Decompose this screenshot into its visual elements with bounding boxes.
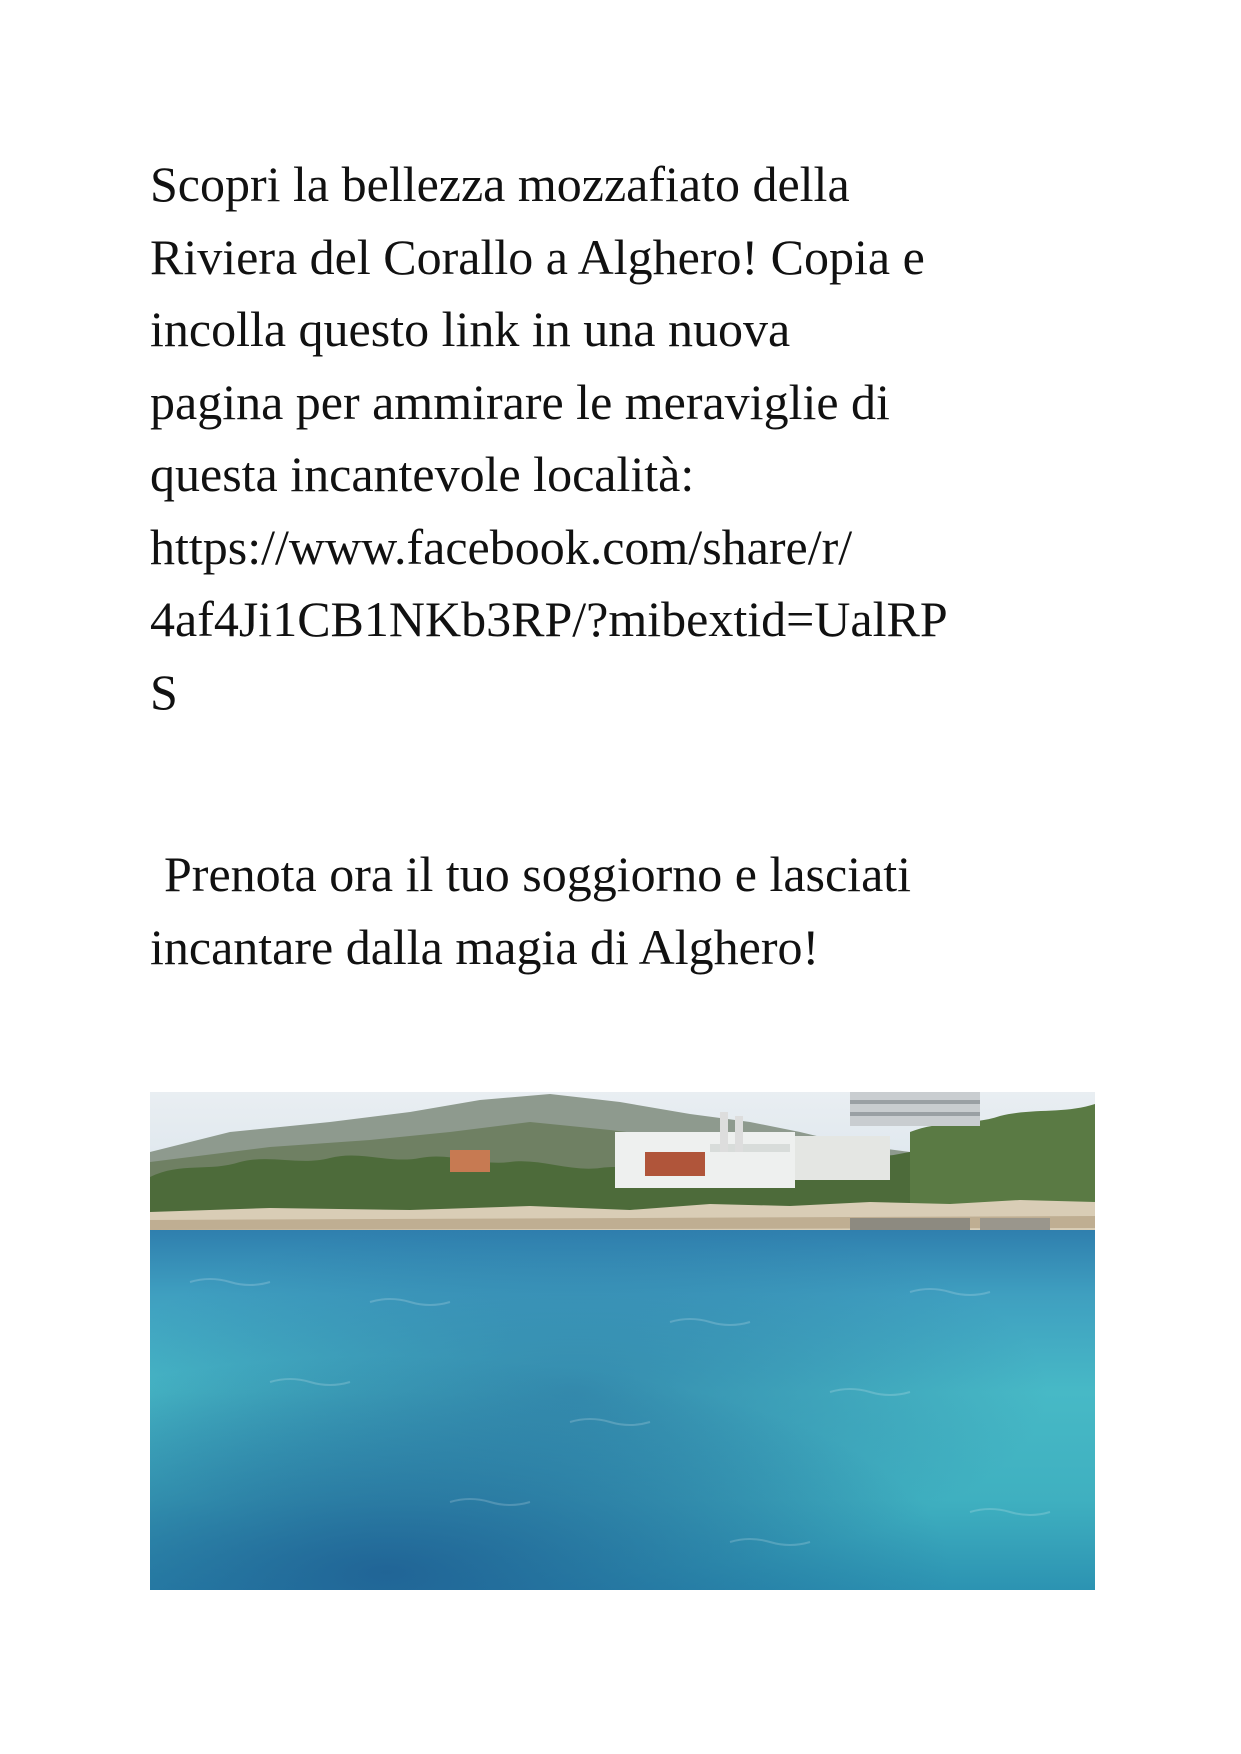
beach-building [795,1136,890,1180]
intro-line: Scopri la bellezza mozzafiato della [150,156,850,212]
facebook-link-line: 4af4Ji1CB1NKb3RP/?mibextid=UalRP [150,591,948,647]
intro-line: pagina per ammirare le meraviglie di [150,373,890,430]
booking-paragraph [150,838,1100,983]
building [850,1092,980,1126]
intro-paragraph [150,148,1100,728]
facebook-link-line: S [150,663,178,720]
booking-line: incantare dalla magia di Alghero! [150,918,820,975]
alghero-beach-photo [150,1092,1095,1590]
booking-line: Prenota ora il tuo soggiorno e lasciati [164,846,912,902]
beach-illustration [150,1092,1095,1590]
intro-line: questa incantevole località: [150,446,695,502]
intro-line: Riviera del Corallo a Alghero! Copia e [150,228,925,285]
red-roof [645,1152,705,1176]
intro-line: incolla questo link in una nuova [150,301,791,357]
facebook-link-line: https://www.facebook.com/share/r/ [150,518,853,575]
